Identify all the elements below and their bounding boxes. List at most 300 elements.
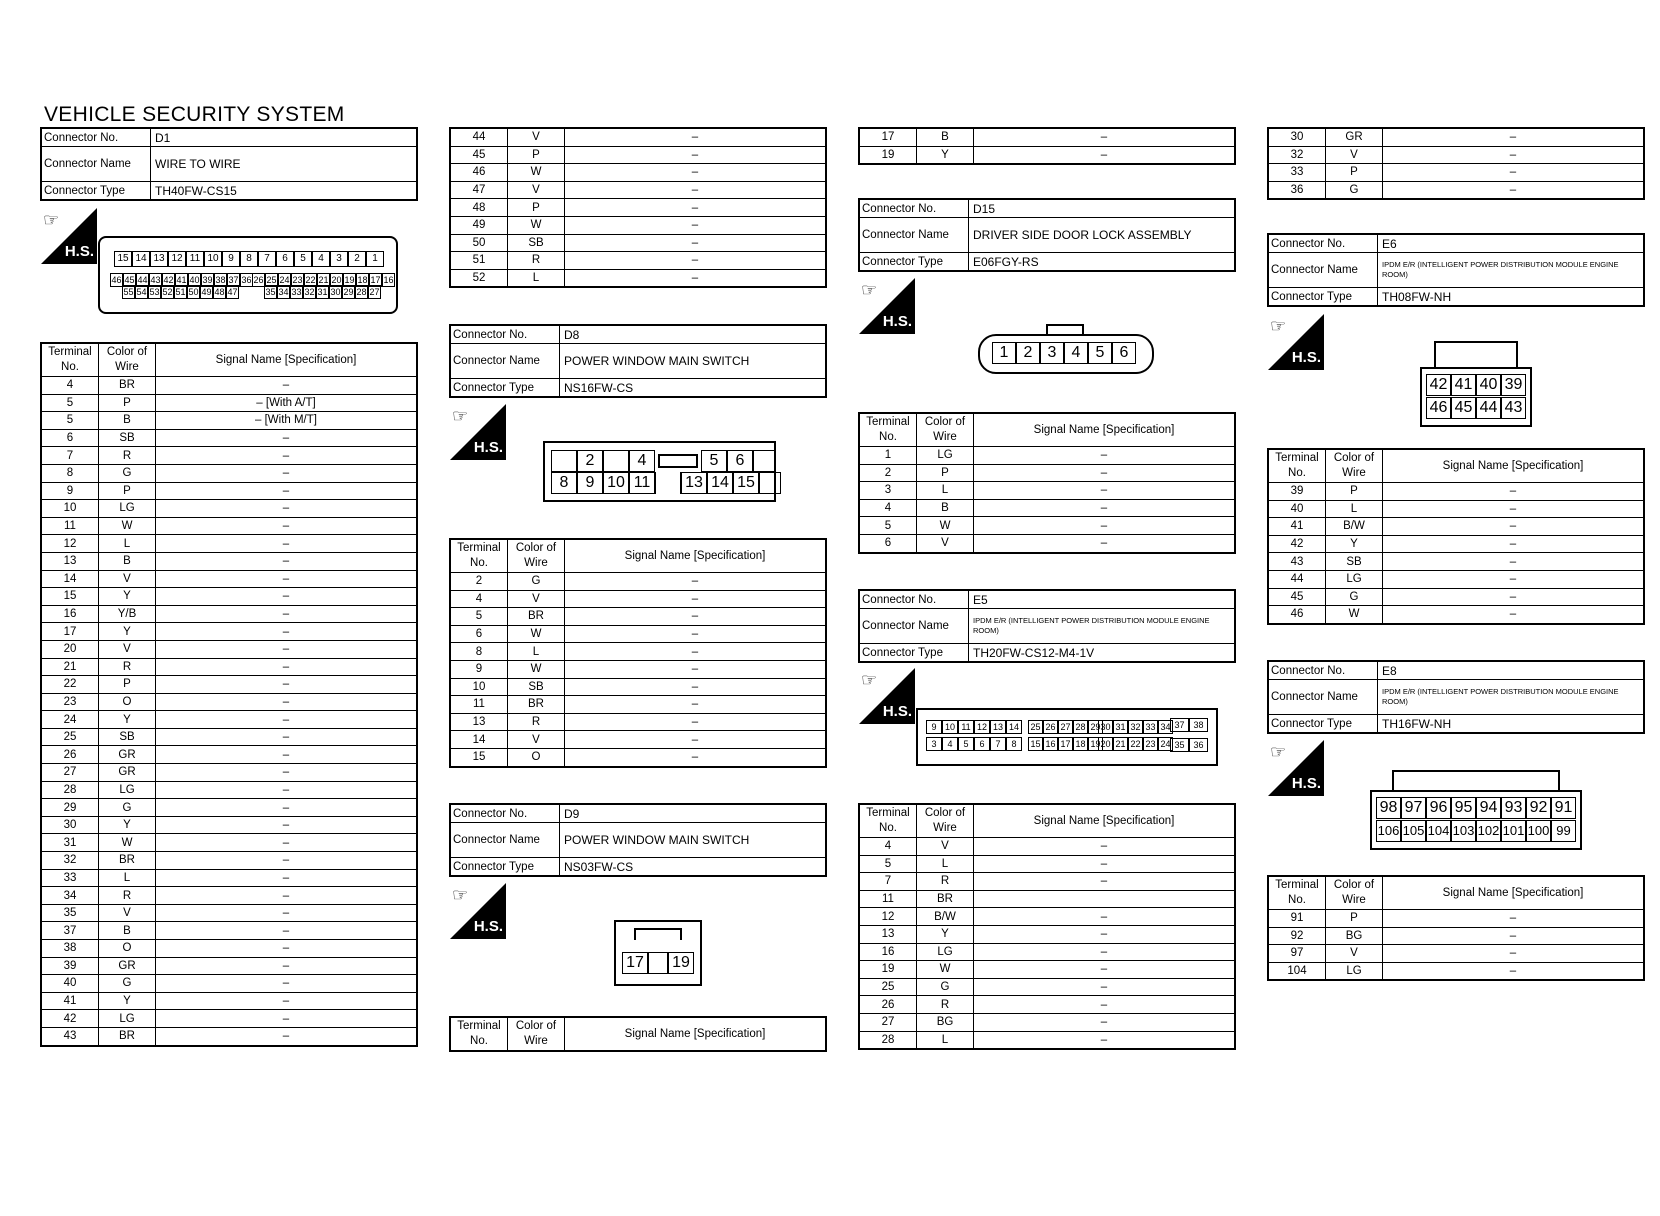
pin: 11 — [958, 720, 974, 734]
label-connector-name: Connector Name — [859, 218, 969, 253]
harness-side-icon: ☞ H.S. — [41, 208, 97, 264]
terminal-no: 35 — [41, 904, 99, 922]
table-row — [41, 447, 417, 465]
pin: 102 — [1476, 820, 1501, 842]
wire-color: P — [917, 464, 974, 482]
table-row — [859, 925, 1235, 943]
wire-color: G — [1326, 181, 1383, 199]
connector-d15-info — [858, 198, 1236, 272]
terminal-no: 6 — [41, 429, 99, 447]
pin: 42 — [163, 275, 174, 285]
signal-name: – — [974, 908, 1236, 926]
table-row — [450, 181, 826, 199]
terminal-no: 20 — [41, 640, 99, 658]
table-row — [859, 464, 1235, 482]
pin: 31 — [317, 287, 328, 297]
terminal-no: 26 — [41, 746, 99, 764]
signal-name: – — [974, 996, 1236, 1014]
terminal-no: 5 — [859, 855, 917, 873]
connector-type-value: NS16FW-CS — [560, 379, 827, 398]
pin: 5 — [701, 450, 727, 472]
wire-color: Y — [917, 146, 974, 164]
pin: 40 — [1476, 374, 1501, 396]
pin: 18 — [1073, 737, 1088, 751]
e5-pins-b2 — [1028, 737, 1103, 751]
pin: 101 — [1501, 820, 1526, 842]
connector-name-value: IPDM E/R (INTELLIGENT POWER DISTRIBUTION MODULE ENGINE ROOM) — [1378, 680, 1645, 715]
wire-color: W — [917, 961, 974, 979]
d1-pins-row3b — [264, 285, 381, 299]
pin: 29 — [1088, 720, 1103, 734]
signal-name: – — [1383, 535, 1645, 553]
signal-name: – — [156, 887, 418, 905]
terminal-no: 8 — [41, 464, 99, 482]
terminal-no: 40 — [1268, 500, 1326, 518]
pin: 94 — [1476, 797, 1501, 819]
table-row — [450, 573, 826, 591]
signal-name: – — [1383, 962, 1645, 980]
signal-name: – — [156, 464, 418, 482]
pin: 93 — [1501, 797, 1526, 819]
table-row — [41, 605, 417, 623]
pin: 103 — [1451, 820, 1476, 842]
wire-color: BR — [99, 377, 156, 395]
terminal-no: 49 — [450, 216, 508, 234]
table-row — [1268, 164, 1644, 182]
pin: 50 — [188, 287, 199, 297]
wire-color: V — [508, 181, 565, 199]
table-row — [1268, 927, 1644, 945]
table-row — [41, 816, 417, 834]
wire-color: BR — [508, 696, 565, 714]
connector-e6-terminal-table — [1267, 448, 1645, 625]
terminal-no: 32 — [41, 852, 99, 870]
signal-name: – — [565, 216, 827, 234]
wire-color: LG — [1326, 962, 1383, 980]
label-connector-no: Connector No. — [1268, 234, 1378, 253]
pin: 24 — [1158, 737, 1173, 751]
label-connector-no: Connector No. — [1268, 661, 1378, 680]
connector-no-value: D9 — [560, 804, 827, 823]
terminal-no: 13 — [41, 552, 99, 570]
pin: 41 — [176, 275, 187, 285]
wire-color: G — [1326, 588, 1383, 606]
pin: 49 — [201, 287, 212, 297]
pin: 20 — [331, 275, 342, 285]
table-row — [859, 908, 1235, 926]
signal-name: – — [974, 838, 1236, 856]
signal-name: – — [565, 590, 827, 608]
table-row — [450, 216, 826, 234]
terminal-no: 39 — [41, 957, 99, 975]
table-row — [450, 234, 826, 252]
signal-name-header: Signal Name [Specification] — [974, 413, 1236, 447]
terminal-no: 4 — [859, 499, 917, 517]
wire-color: GR — [1326, 128, 1383, 146]
label-connector-name: Connector Name — [1268, 253, 1378, 288]
pin: 12 — [974, 720, 990, 734]
signal-name-header: Signal Name [Specification] — [1383, 876, 1645, 910]
pin: 28 — [356, 287, 367, 297]
wire-color: V — [99, 570, 156, 588]
table-row — [450, 731, 826, 749]
pin: 51 — [175, 287, 186, 297]
signal-name: – — [1383, 483, 1645, 501]
wire-color: V — [99, 640, 156, 658]
wire-color: BG — [917, 1013, 974, 1031]
signal-name: – — [156, 834, 418, 852]
pin: 23 — [292, 275, 303, 285]
e5-pins-d1 — [1170, 718, 1208, 732]
e5-pins-b1 — [1028, 720, 1103, 734]
signal-name: – — [974, 978, 1236, 996]
pin: 100 — [1526, 820, 1551, 842]
pin: 47 — [227, 287, 238, 297]
pin: 11 — [186, 251, 204, 267]
wire-color: BR — [99, 1027, 156, 1045]
e5-pins-a2 — [926, 737, 1022, 751]
signal-name: – — [1383, 518, 1645, 536]
terminal-no: 16 — [41, 605, 99, 623]
terminal-no: 92 — [1268, 927, 1326, 945]
pin: 26 — [253, 275, 264, 285]
table-row — [450, 164, 826, 182]
terminal-no: 11 — [41, 517, 99, 535]
table-row — [859, 943, 1235, 961]
pin: 3 — [926, 737, 942, 751]
wire-color: O — [99, 693, 156, 711]
wire-color: L — [917, 482, 974, 500]
signal-name: – — [974, 925, 1236, 943]
pin: 27 — [1058, 720, 1073, 734]
connector-name-value: IPDM E/R (INTELLIGENT POWER DISTRIBUTION MODULE ENGINE ROOM) — [1378, 253, 1645, 288]
signal-name: – — [1383, 553, 1645, 571]
table-row — [41, 500, 417, 518]
pin: 27 — [369, 287, 380, 297]
signal-name: – — [565, 146, 827, 164]
table-row — [1268, 553, 1644, 571]
terminal-no: 42 — [41, 1010, 99, 1028]
wire-color: BR — [508, 608, 565, 626]
pin: 97 — [1401, 797, 1426, 819]
table-row — [450, 146, 826, 164]
connector-no-value: D8 — [560, 325, 827, 344]
signal-name: – — [974, 943, 1236, 961]
wire-color: Y — [99, 588, 156, 606]
wire-color: Y — [99, 816, 156, 834]
connector-no-value: E5 — [969, 590, 1236, 609]
wire-color: W — [1326, 606, 1383, 624]
connector-e5-terminal-table — [858, 803, 1236, 1050]
terminal-no: 17 — [859, 128, 917, 146]
signal-name: – [With M/T] — [156, 412, 418, 430]
pin: 4 — [942, 737, 958, 751]
terminal-no: 11 — [450, 696, 508, 714]
terminal-no: 19 — [859, 961, 917, 979]
signal-name: – — [156, 676, 418, 694]
signal-name-header: Signal Name [Specification] — [974, 804, 1236, 838]
e6-pins-top — [1426, 374, 1526, 396]
signal-name: – — [565, 643, 827, 661]
color-of-wire-header: Color of Wire — [917, 413, 974, 447]
wire-color: V — [917, 838, 974, 856]
wire-color: LG — [99, 1010, 156, 1028]
connector-d1-terminal-table — [40, 342, 418, 1047]
label-connector-no: Connector No. — [41, 128, 151, 147]
pin: 26 — [1043, 720, 1058, 734]
terminal-no: 6 — [859, 534, 917, 552]
table-row — [41, 394, 417, 412]
wire-color: B — [99, 552, 156, 570]
terminal-no-header: Terminal No. — [450, 539, 508, 573]
pin: 18 — [357, 275, 368, 285]
signal-name: – — [156, 588, 418, 606]
harness-side-icon: ☞ H.S. — [450, 404, 506, 460]
wire-color: B — [917, 499, 974, 517]
terminal-no: 7 — [859, 873, 917, 891]
table-row — [859, 128, 1235, 146]
wire-color: W — [99, 517, 156, 535]
pin: 31 — [1113, 720, 1128, 734]
terminal-no: 10 — [450, 678, 508, 696]
pin: 19 — [1088, 737, 1103, 751]
pin: 17 — [622, 952, 648, 974]
signal-name: – — [156, 781, 418, 799]
table-row — [450, 199, 826, 217]
wire-color: SB — [508, 234, 565, 252]
table-row — [450, 643, 826, 661]
wire-color: R — [508, 713, 565, 731]
table-row — [450, 713, 826, 731]
wire-color: W — [508, 660, 565, 678]
connector-e5-terminal-table-continued — [1267, 127, 1645, 200]
signal-name-header: Signal Name [Specification] — [565, 539, 827, 573]
harness-side-icon: ☞ H.S. — [1268, 314, 1324, 370]
terminal-no: 15 — [41, 588, 99, 606]
pin: 92 — [1526, 797, 1551, 819]
terminal-no: 41 — [41, 992, 99, 1010]
wire-color: P — [1326, 483, 1383, 501]
terminal-no: 5 — [41, 394, 99, 412]
connector-d1-info — [40, 127, 418, 201]
label-connector-name: Connector Name — [1268, 680, 1378, 715]
terminal-no: 9 — [450, 660, 508, 678]
wire-color: Y — [99, 992, 156, 1010]
signal-name: – — [565, 269, 827, 287]
pin: 37 — [228, 275, 239, 285]
pin: 41 — [1451, 374, 1476, 396]
terminal-no: 33 — [1268, 164, 1326, 182]
pin: 9 — [577, 472, 603, 494]
signal-name: – — [1383, 146, 1645, 164]
wire-color: BG — [1326, 927, 1383, 945]
pin: 40 — [189, 275, 200, 285]
signal-name: – — [974, 464, 1236, 482]
signal-name: – — [156, 552, 418, 570]
table-row — [41, 535, 417, 553]
terminal-no: 4 — [41, 377, 99, 395]
terminal-no: 45 — [1268, 588, 1326, 606]
wire-color: LG — [99, 500, 156, 518]
signal-name: – — [974, 961, 1236, 979]
pin: 3 — [1040, 342, 1064, 364]
wire-color: Y — [917, 925, 974, 943]
harness-side-icon: ☞ H.S. — [859, 668, 915, 724]
signal-name: – — [156, 992, 418, 1010]
table-row — [41, 922, 417, 940]
table-row — [450, 748, 826, 766]
table-row — [859, 1031, 1235, 1049]
connector-e8-terminal-table — [1267, 875, 1645, 981]
terminal-no: 2 — [859, 464, 917, 482]
terminal-no: 30 — [41, 816, 99, 834]
terminal-no: 7 — [41, 447, 99, 465]
connector-d1-diagram — [98, 236, 398, 314]
signal-name: – — [156, 940, 418, 958]
pin: 4 — [1064, 342, 1088, 364]
signal-name: – — [156, 904, 418, 922]
signal-name: – — [156, 429, 418, 447]
wire-color: O — [508, 748, 565, 766]
wire-color: W — [508, 164, 565, 182]
wire-color: B/W — [1326, 518, 1383, 536]
connector-e6-diagram — [1420, 367, 1532, 427]
terminal-no: 14 — [41, 570, 99, 588]
pin: 22 — [1128, 737, 1143, 751]
signal-name: – — [156, 816, 418, 834]
terminal-no: 16 — [859, 943, 917, 961]
terminal-no-header: Terminal No. — [450, 1017, 508, 1051]
terminal-no: 34 — [41, 887, 99, 905]
connector-d9-info — [449, 803, 827, 877]
signal-name: – — [156, 799, 418, 817]
color-of-wire-header: Color of Wire — [508, 539, 565, 573]
wire-color: SB — [1326, 553, 1383, 571]
pin: 106 — [1376, 820, 1401, 842]
terminal-no: 11 — [859, 890, 917, 908]
pin: 2 — [1016, 342, 1040, 364]
table-row — [1268, 570, 1644, 588]
table-row — [859, 961, 1235, 979]
terminal-no: 1 — [859, 447, 917, 465]
pin: 32 — [304, 287, 315, 297]
wire-color: P — [508, 146, 565, 164]
table-row — [859, 873, 1235, 891]
pin: 21 — [1113, 737, 1128, 751]
signal-name: – — [565, 252, 827, 270]
table-row — [41, 957, 417, 975]
wire-color: Y — [99, 711, 156, 729]
terminal-no: 23 — [41, 693, 99, 711]
wire-color: R — [917, 873, 974, 891]
terminal-no: 43 — [1268, 553, 1326, 571]
pin: 104 — [1426, 820, 1451, 842]
d15-pins — [992, 342, 1136, 364]
wire-color: P — [508, 199, 565, 217]
pin: 33 — [291, 287, 302, 297]
signal-name: – — [974, 447, 1236, 465]
pin: 53 — [149, 287, 160, 297]
pin: 30 — [330, 287, 341, 297]
connector-type-value: TH16FW-NH — [1378, 715, 1645, 734]
pin: 14 — [707, 472, 733, 494]
signal-name: – — [156, 852, 418, 870]
connector-e8-info — [1267, 660, 1645, 734]
pin: 6 — [1112, 342, 1136, 364]
terminal-no: 31 — [41, 834, 99, 852]
table-row — [41, 887, 417, 905]
connector-name-value: IPDM E/R (INTELLIGENT POWER DISTRIBUTION MODULE ENGINE ROOM) — [969, 609, 1236, 644]
wire-color: V — [1326, 146, 1383, 164]
wire-color: G — [99, 799, 156, 817]
terminal-no: 13 — [859, 925, 917, 943]
signal-name: – — [974, 855, 1236, 873]
wire-color: Y — [1326, 535, 1383, 553]
pin: 42 — [1426, 374, 1451, 396]
color-of-wire-header: Color of Wire — [917, 804, 974, 838]
table-row — [41, 781, 417, 799]
wire-color: SB — [99, 429, 156, 447]
connector-d8-diagram — [543, 441, 776, 502]
pin: 9 — [926, 720, 942, 734]
signal-name: – — [974, 1031, 1236, 1049]
signal-name: – — [156, 447, 418, 465]
signal-name-header: Signal Name [Specification] — [565, 1017, 827, 1051]
terminal-no: 33 — [41, 869, 99, 887]
signal-name: – — [156, 640, 418, 658]
wire-color: LG — [917, 447, 974, 465]
harness-side-icon: ☞ H.S. — [859, 278, 915, 334]
terminal-no: 42 — [1268, 535, 1326, 553]
pin: 46 — [111, 275, 122, 285]
signal-name: – — [156, 377, 418, 395]
terminal-no: 27 — [41, 764, 99, 782]
terminal-no: 32 — [1268, 146, 1326, 164]
table-row — [41, 764, 417, 782]
signal-name: – — [156, 535, 418, 553]
wire-color: LG — [917, 943, 974, 961]
wire-color: BR — [99, 852, 156, 870]
table-row — [41, 464, 417, 482]
pin: 48 — [214, 287, 225, 297]
harness-side-icon: ☞ H.S. — [450, 883, 506, 939]
signal-name: – — [565, 128, 827, 146]
pin: 28 — [1073, 720, 1088, 734]
signal-name: – — [974, 517, 1236, 535]
signal-name: – — [156, 711, 418, 729]
wire-color: L — [508, 269, 565, 287]
wire-color: B — [917, 128, 974, 146]
signal-name: – — [1383, 181, 1645, 199]
pin: 43 — [1501, 397, 1526, 419]
label-connector-type: Connector Type — [859, 253, 969, 272]
connector-type-value: TH40FW-CS15 — [151, 182, 418, 201]
pin: 9 — [222, 251, 240, 267]
d1-pins-row1 — [114, 251, 384, 267]
wire-color: SB — [508, 678, 565, 696]
terminal-no: 27 — [859, 1013, 917, 1031]
table-row — [41, 570, 417, 588]
table-row — [1268, 181, 1644, 199]
terminal-no: 43 — [41, 1027, 99, 1045]
pin: 39 — [1501, 374, 1526, 396]
pin: 16 — [383, 275, 394, 285]
pin: 36 — [241, 275, 252, 285]
wire-color: W — [99, 834, 156, 852]
table-row — [41, 746, 417, 764]
label-connector-type: Connector Type — [450, 379, 560, 398]
terminal-no: 52 — [450, 269, 508, 287]
